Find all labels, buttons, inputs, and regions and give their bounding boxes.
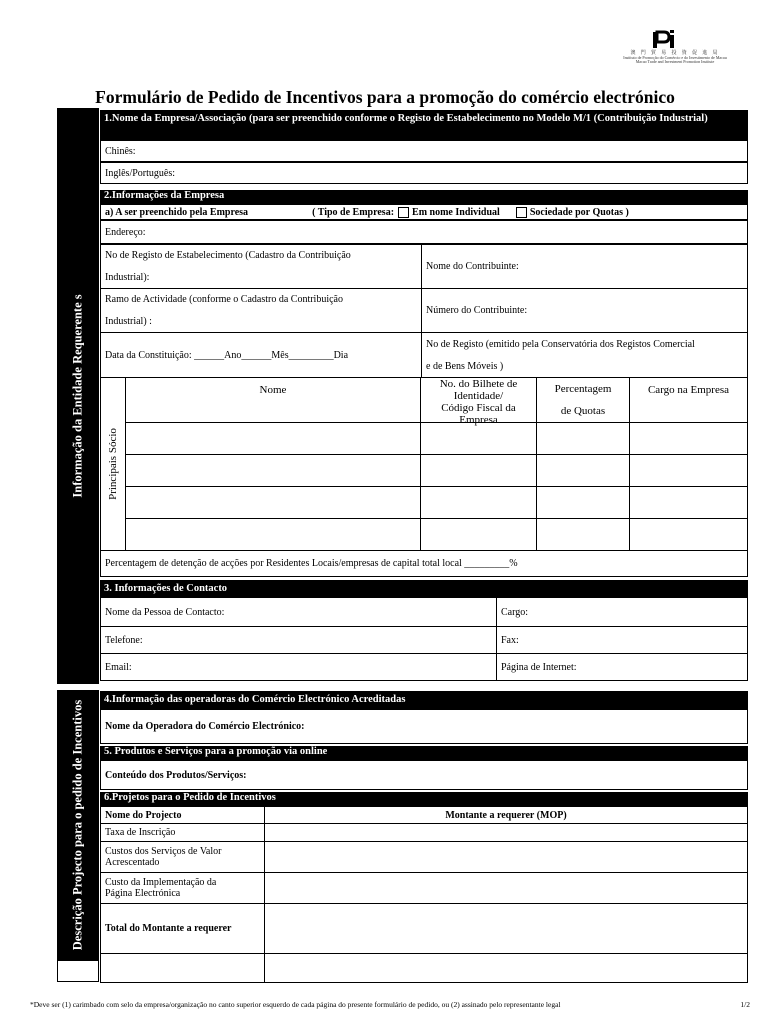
shareholder-rows	[125, 422, 748, 551]
shareholder-id-cell[interactable]	[420, 454, 537, 487]
incorporation-date-label: Data da Constituição: ______Ano______Mês_________Dia	[105, 349, 349, 361]
signature-right-cell[interactable]	[264, 953, 748, 983]
chinese-name-label: Chinês:	[105, 145, 136, 157]
company-type-label: ( Tipo de Empresa:	[312, 206, 395, 218]
value-added-label-2: Acrescentado	[105, 857, 160, 868]
fax-label: Fax:	[501, 634, 519, 646]
project-name-header	[100, 806, 265, 824]
shareholder-name-header	[125, 377, 421, 423]
contact-name-label: Nome da Pessoa de Contacto:	[105, 606, 225, 618]
products-content-label: Conteúdo dos Produtos/Serviços:	[105, 769, 247, 781]
shareholder-id-cell[interactable]	[420, 486, 537, 519]
project-name-header-label: Nome do Projecto	[105, 809, 182, 821]
section2-header: 2.Informações da Empresa	[100, 190, 748, 204]
amount-header	[264, 806, 748, 824]
taxpayer-name-field[interactable]	[421, 244, 748, 289]
shareholder-role-cell[interactable]	[629, 518, 748, 551]
value-added-amount[interactable]	[264, 841, 748, 873]
project-row-webpage	[100, 872, 265, 904]
shareholder-id-header-l1: No. do Bilhete de Identidade/	[439, 378, 518, 402]
total-amount-field[interactable]	[264, 903, 748, 954]
shareholder-percent-header-l1: Percentagem	[554, 383, 612, 395]
registration-fee-label: Taxa de Inscrição	[105, 827, 176, 838]
section5-header: 5. Produtos e Serviços para a promoção via online	[100, 746, 748, 760]
section3-header: 3. Informações de Contacto	[100, 580, 748, 597]
side-label-top: Informação da Entidade Requerente s	[70, 294, 85, 498]
webpage-cost-label-2: Página Electrónica	[105, 888, 181, 899]
shareholder-role-cell[interactable]	[629, 486, 748, 519]
section6-header: 6.Projetos para o Pedido de Incentivos	[100, 792, 748, 806]
phone-field[interactable]	[100, 626, 497, 654]
project-row-value-added	[100, 841, 265, 873]
shareholder-percent-cell[interactable]	[536, 454, 630, 487]
taxpayer-number-label: Número do Contribuinte:	[426, 305, 528, 316]
local-ownership-label: Percentagem de detenção de acções por Residentes Locais/empresas de capital total local _________%	[105, 558, 518, 569]
shareholder-name-cell[interactable]	[125, 422, 421, 455]
shareholder-percent-header-l2: de Quotas	[560, 405, 606, 417]
logo-text	[600, 52, 750, 64]
shareholders-side-cell	[100, 377, 126, 551]
website-field[interactable]	[496, 653, 748, 681]
english-name-label: Inglês/Português:	[105, 167, 175, 179]
contact-role-label: Cargo:	[501, 606, 529, 618]
activity-label-2: Industrial) :	[105, 315, 152, 327]
individual-checkbox[interactable]	[398, 207, 409, 218]
operator-name-label: Nome da Operadora do Comércio Electrónico:	[105, 721, 305, 732]
shareholders-side-label: Principais Sócio	[107, 428, 119, 500]
commercial-registry-field[interactable]	[421, 332, 748, 378]
shareholder-id-cell[interactable]	[420, 518, 537, 551]
local-ownership-field[interactable]	[100, 550, 748, 577]
section1-header: 1.Nome da Empresa/Associação (para ser preenchido conforme o Registo de Estabelecimento no Modelo M/1 (Contribuição Industrial)	[100, 110, 748, 140]
shareholder-name-header-label: Nome	[259, 384, 287, 396]
contact-role-field[interactable]	[496, 597, 748, 627]
logo-org-portuguese: Instituto de Promoção do Comércio e do Investimento de Macau	[623, 55, 727, 60]
project-row-registration	[100, 823, 265, 842]
shareholder-percent-header	[536, 377, 630, 423]
commercial-registry-label: No de Registo (emitido pela Conservatória dos Registos Comercial	[426, 338, 695, 350]
side-bar-footer-box	[57, 960, 99, 982]
shareholder-role-cell[interactable]	[629, 454, 748, 487]
taxpayer-number-field[interactable]	[421, 288, 748, 333]
email-field[interactable]	[100, 653, 497, 681]
shareholder-role-header-label: Cargo na Empresa	[647, 384, 730, 396]
shareholder-id-header-l2: Código Fiscal da Empresa	[441, 402, 516, 426]
section2-sub-a: a) A ser preenchido pela Empresa	[105, 206, 249, 218]
activity-label: Ramo de Actividade (conforme o Cadastro da Contribuição	[105, 294, 343, 306]
website-label: Página de Internet:	[501, 661, 577, 673]
incorporation-date-field[interactable]	[100, 332, 422, 378]
side-bar-top	[57, 108, 99, 684]
section2-type-row	[100, 204, 748, 220]
logo-org-chinese: 澳 門 貿 易 投 資 促 進 局	[630, 51, 720, 56]
contact-name-field[interactable]	[100, 597, 497, 627]
establishment-registry-label: No de Registo de Estabelecimento (Cadastro da Contribuição	[105, 250, 351, 262]
establishment-registry-field[interactable]	[100, 244, 422, 289]
side-bar-bottom	[57, 690, 99, 960]
chinese-name-field[interactable]	[100, 140, 748, 162]
shareholder-id-cell[interactable]	[420, 422, 537, 455]
webpage-cost-label: Custo da Implementação da	[105, 877, 217, 888]
side-label-bottom: Descrição Projecto para o pedido de Incentivos	[70, 699, 85, 951]
footer-note: *Deve ser (1) carimbado com selo da empresa/organização no canto superior esquerdo de cada página do presente formulário de pedido, ou (2) assinado pelo representante legal	[30, 1000, 561, 1009]
shareholder-percent-cell[interactable]	[536, 486, 630, 519]
logo-org-english: Macao Trade and Investment Promotion Institute	[635, 59, 715, 64]
shareholder-role-header	[629, 377, 748, 423]
operator-name-field[interactable]	[100, 709, 748, 744]
amount-header-label: Montante a requerer (MOP)	[445, 809, 567, 821]
establishment-registry-label-2: Industrial):	[105, 271, 150, 283]
project-row-total	[100, 903, 265, 954]
quotas-option-label: Sociedade por Quotas )	[529, 206, 629, 218]
fax-field[interactable]	[496, 626, 748, 654]
commercial-registry-label-2: e de Bens Móveis )	[426, 360, 504, 372]
email-label: Email:	[105, 661, 132, 673]
section4-header: 4.Informação das operadoras do Comércio Electrónico Acreditadas	[100, 691, 748, 709]
english-name-field[interactable]	[100, 162, 748, 184]
shareholder-percent-cell[interactable]	[536, 422, 630, 455]
phone-label: Telefone:	[105, 634, 143, 646]
taxpayer-name-label: Nome do Contribuinte:	[426, 261, 519, 272]
page-number: 1/2	[740, 1000, 750, 1009]
shareholder-name-cell[interactable]	[125, 518, 421, 551]
value-added-label: Custos dos Serviços de Valor	[105, 846, 222, 857]
address-field[interactable]	[100, 220, 748, 244]
shareholder-percent-cell[interactable]	[536, 518, 630, 551]
shareholder-id-header	[420, 377, 537, 426]
total-amount-label: Total do Montante a requerer	[105, 923, 232, 934]
shareholder-name-cell[interactable]	[125, 454, 421, 487]
products-content-field[interactable]	[100, 760, 748, 790]
footer	[30, 1000, 750, 1009]
address-label: Endereço:	[105, 226, 146, 238]
form-title: Formulário de Pedido de Incentivos para a promoção do comércio electrónico	[95, 87, 675, 107]
webpage-cost-amount[interactable]	[264, 872, 748, 904]
signature-left-cell[interactable]	[100, 953, 265, 983]
registration-fee-amount[interactable]	[264, 823, 748, 842]
individual-option-label: Em nome Individual	[412, 206, 500, 218]
shareholder-role-cell[interactable]	[629, 422, 748, 455]
quotas-checkbox[interactable]	[516, 207, 527, 218]
logo-icon	[652, 30, 676, 50]
shareholder-name-cell[interactable]	[125, 486, 421, 519]
activity-field[interactable]	[100, 288, 422, 333]
